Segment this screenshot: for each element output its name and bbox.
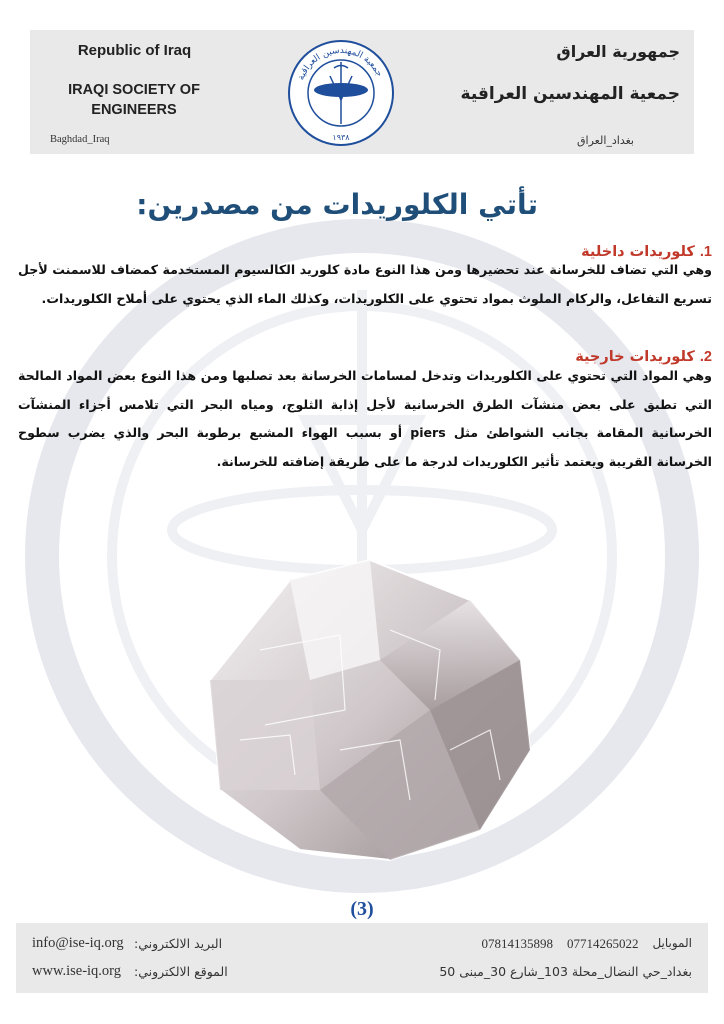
website-link[interactable]: www.ise-iq.org [32, 963, 122, 979]
email-label: البريد الالكتروني: [134, 936, 223, 951]
phone-numbers [481, 936, 692, 952]
city-en: Baghdad_Iraq [50, 134, 110, 145]
phone-number-1: 07714265022 [566, 936, 639, 951]
letterhead [30, 30, 694, 154]
salt-crystal-image [170, 540, 554, 870]
footer [16, 923, 708, 993]
email-link[interactable]: info@ise-iq.org [32, 935, 124, 951]
city-ar: بغداد_العراق [577, 134, 634, 147]
section-title-text: كلوريدات خارجية [575, 349, 695, 365]
society-name-ar: جمعية المهندسين العراقية [460, 84, 680, 104]
section-title-text: كلوريدات داخلية [581, 244, 695, 260]
section-number: 1. [699, 244, 712, 260]
country-name-ar: جمهورية العراق [556, 42, 680, 61]
logo-ring-text: جمعية المهندسين العراقية [296, 45, 385, 82]
society-name-en [34, 80, 234, 120]
website-label: الموقع الالكتروني: [134, 964, 228, 979]
section-body-internal: وهي التي تضاف للخرسانة عند تحضيرها ومن هذا النوع مادة كلوريد الكالسيوم المستخدمة كمضاف للاسمنت لأجل تسريع التفاعل، والركام الملوث بمواد تحتوي على الكلوريدات، وكذلك الماء الذي يحتوي على أملاح الكلوريدات. [18, 262, 712, 306]
country-name-en: Republic of Iraq [77, 42, 192, 59]
postal-address: بغداد_حي النضال_محلة 103_شارع 30_مبنى 50 [439, 964, 692, 979]
section-number: 2. [699, 349, 712, 365]
section-body-external: وهي المواد التي تحتوي على الكلوريدات وتدخل لمسامات الخرسانة بعد تصلبها ومن هذا النوع بعض المواد المالحة التي تطبق على بعض منشآت الطرق الخرسانية لأجل إذابة الثلوج، ومياه البحر التي تلامس أجزاء المنشآت الخرسانية المقامة بجانب الشواطئ مثل piers أو بسبب الهواء المشبع برطوبة البحر والذي يضرب سطوح الخرسانة القريبة ويعتمد تأثير الكلوريدات لدرجة ما على طريقة إضافته للخرسانة. [18, 368, 713, 469]
page-title: تأتي الكلوريدات من مصدرين: [136, 188, 538, 221]
logo-year: ١٩٣٨ [332, 133, 350, 142]
phone-number-2: 07814135898 [481, 936, 553, 951]
society-name-en-line2: ENGINEERS [91, 102, 177, 118]
society-name-en-line1: IRAQI SOCIETY OF [68, 82, 200, 98]
mobile-label: الموبايل [652, 936, 692, 950]
society-logo [286, 38, 396, 148]
page-number: (3) [350, 898, 374, 920]
